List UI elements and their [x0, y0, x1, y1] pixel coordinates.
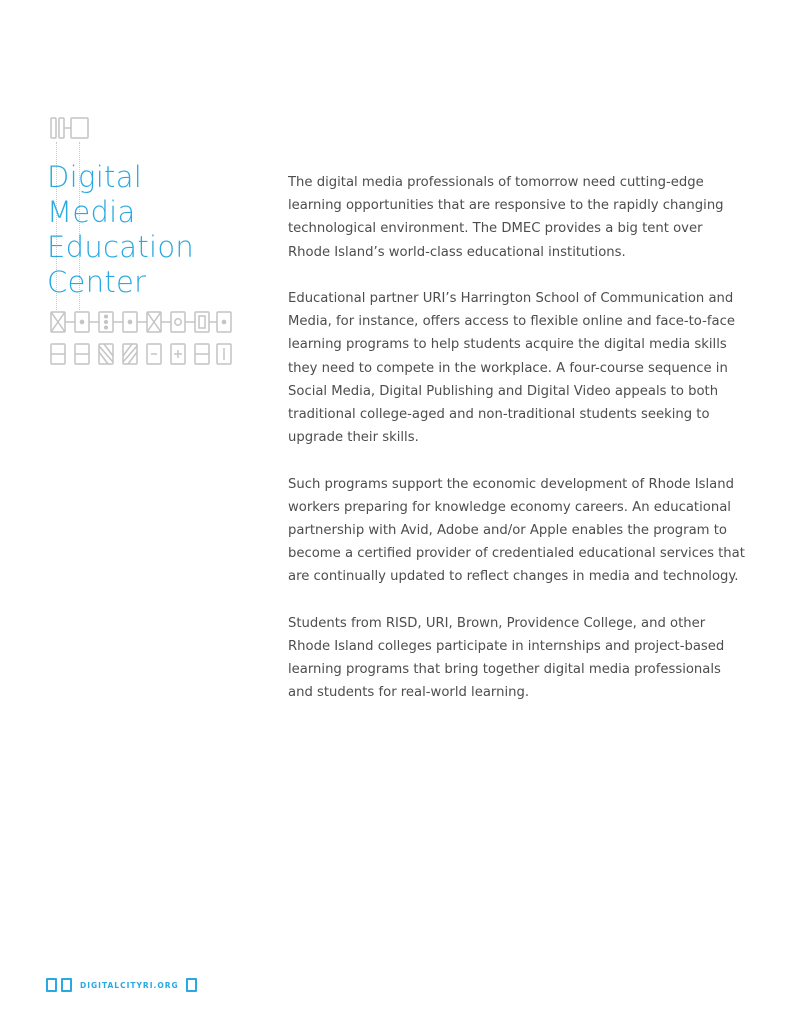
paragraph: Such programs support the economic development of Rhode Island workers preparing for knowledge economy careers. An educational partnership with Avid, Adobe and/or Apple enables the program to become a certified provider of credentialed educational services that are continually updated to reflect changes in media and technology.: [288, 476, 745, 585]
bracket-logo-icon: [46, 978, 57, 992]
paragraph: Students from RISD, URI, Brown, Providence College, and other Rhode Island colleges participate in internships and project-based learning programs that bring together digital media professionals and students for real-world learning.: [288, 615, 725, 701]
footer-url[interactable]: DIGITALCITYRI.ORG: [80, 980, 179, 990]
footer: [46, 978, 197, 992]
title-line: Center: [47, 265, 147, 299]
bracket-logo-icon: [186, 978, 197, 992]
page-title: [47, 160, 194, 300]
paragraph: The digital media professionals of tomorrow need cutting-edge learning opportunities that are responsive to the rapidly changing technological environment. The DMEC provides a big tent over Rhode Island’s world-class educational institutions.: [288, 175, 724, 260]
body-text: [288, 171, 748, 728]
paragraph: Educational partner URI’s Harrington School of Communication and Media, for instance, offers access to flexible online and face-to-face learning programs to help students acquire the digital media skills they need to compete in the workplace. A four-course sequence in Social Media, Digital Publishing and Digital Video appeals to both traditional college-aged and non-traditional students seeking to upgrade their skills.: [288, 291, 735, 446]
title-line: Media: [47, 195, 136, 229]
title-line: Digital: [47, 160, 143, 194]
bracket-logo-icon: [61, 978, 72, 992]
title-line: Education: [47, 230, 195, 264]
binary-glyph-icon: [50, 116, 92, 140]
circuit-pattern-icon: [50, 310, 232, 368]
